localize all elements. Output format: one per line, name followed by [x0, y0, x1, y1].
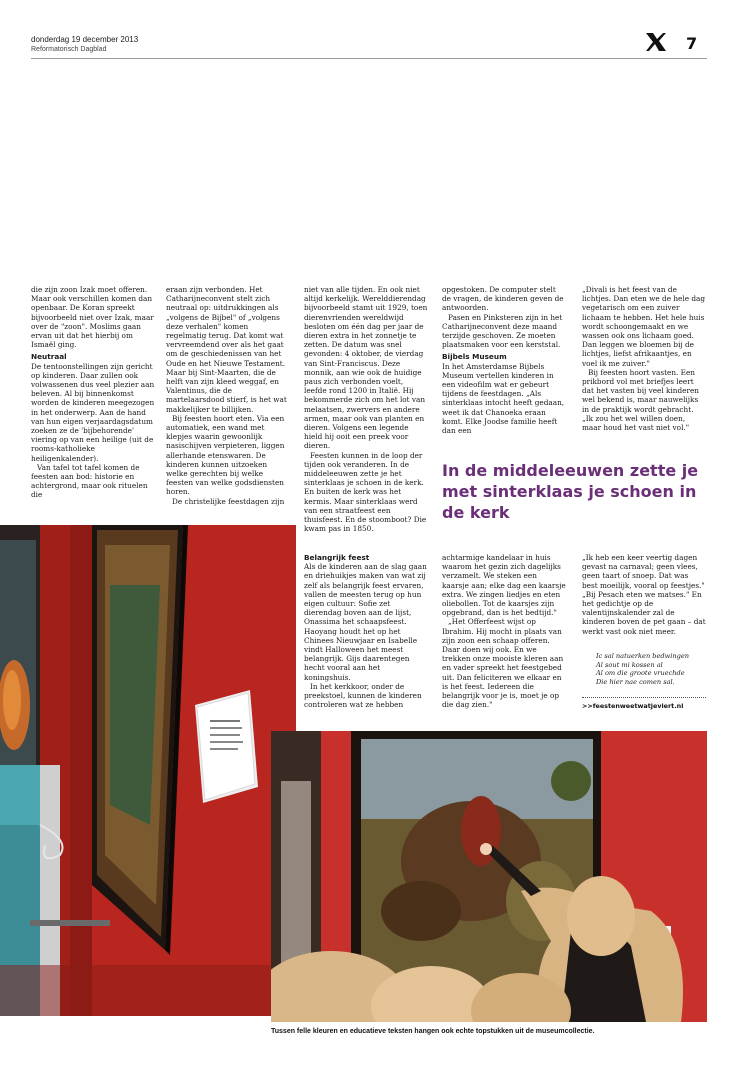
article-column-2 [166, 285, 290, 506]
issue-date: donderdag 19 december 2013 [31, 35, 139, 44]
subheading-bijbels-museum: Bijbels Museum [442, 352, 507, 362]
paragraph: In het kerkkoor, onder de preekstoel, kunnen de kinderen controleren wat ze hebben [304, 681, 422, 710]
photo-caption: Tussen felle kleuren en educatieve teksten hangen ook echte topstukken uit de museumcollectie. [271, 1028, 595, 1035]
paragraph: eraan zijn verbonden. Het Catharijneconvent stelt zich neutraal op: uitdrukkingen als „volgens de Bijbel" of „volgens deze verhalen" komen regelmatig terug. Dat komt wat vervreemdend over als het gaat om de geschiedenissen van het Oude en het Nieuwe Testament. Maar bij Sint-Maarten, die de helft van zijn kleed weggaf, en Valentinus, die de martelaarsdood stierf, is het wat makkelijker te billijken. [166, 285, 287, 414]
paragraph: In het Amsterdamse Bijbels Museum vertellen kinderen in een videofilm wat er gebeurt tijdens de feestdagen. „Als sinterklaas intocht heeft gedaan, weet ik dat Chanoeka eraan komt. Elke Joodse familie heeft dan een [442, 361, 565, 436]
paragraph: Pasen en Pinksteren zijn in het Catharijneconvent deze maand terzijde geschoven. Ze moeten plaatsmaken voor een kerststal. [442, 312, 563, 350]
paragraph: Feesten kunnen in de loop der tijden ook veranderen. In de middeleeuwen zette je het sinterklaas je schoen in de kerk. En buiten de kerk was het kermis. Maar sinterklaas werd van een straatfeest een thuisfeest. En de stoomboot? Die kwam pas in 1850. [304, 450, 427, 534]
paragraph: die zijn zoon Izak moet offeren. Maar ook verschillen komen dan openbaar. De Koran spreekt bijvoorbeeld niet over Izak, maar over de "zoon". Moslims gaan ervan uit dat het hierbij om Ismaël ging. [31, 285, 154, 350]
children-painting-photo [271, 731, 707, 1022]
museum-wall-photo [0, 525, 296, 1016]
paragraph: De christelijke feestdagen zijn [172, 496, 285, 506]
poem-line: Al om die groote vruechde [596, 669, 685, 678]
article-column-3-lower [304, 553, 428, 709]
article-column-4-lower [442, 553, 566, 709]
x-logo-icon [645, 32, 667, 52]
dotted-divider [582, 697, 706, 698]
article-column-5-lower [582, 553, 706, 636]
paragraph: achtarmige kandelaar in huis waarom het gezin zich dagelijks verzamelt. We steken een kaarsje aan; elke dag een kaarsje extra. We zingen liedjes en eten oliebollen. Tot de kaarsjes zijn opgebrand, dan is het bedtijd." [442, 553, 566, 618]
paragraph: Bij feesten hoort eten. Via een automatiek, een wand met klepjes waarin gewoonlijk nasischijven verpieteren, liggen allerhande etenswaren. De kinderen kunnen uitzoeken welke gerechten bij welke feesten van welke godsdiensten horen. [166, 413, 285, 497]
poem [596, 652, 712, 686]
paragraph: opgestoken. De computer stelt de vragen, de kinderen geven de antwoorden. [442, 285, 564, 313]
page-number: 7 [686, 34, 698, 53]
article-column-1 [31, 285, 155, 500]
paragraph: niet van alle tijden. En ook niet altijd kerkelijk. Werelddierendag bijvoorbeeld stamt uit 1929, toen dierenvrienden wereldwijd besloten om één dag per jaar de dieren extra in het zonnetje te zetten. De datum was snel gevonden: 4 oktober, de vierdag van Sint-Franciscus. Deze monnik, aan wie ook de huidige paus zich verbonden voelt, leefde rond 1200 in Italië. Hij bekommerde zich om het lot van melaatsen, zwervers en andere armen, maar ook van planten en dieren. Volgens een legende hield hij ooit een preek voor dieren. [304, 285, 428, 451]
paragraph: De tentoonstellingen zijn gericht op kinderen. Daar zullen ook volwassenen dus veel plezier aan beleven. Al bij binnenkomst worden de kinderen meegezogen in het onderwerp. Aan de hand van hun eigen verjaardagsdatum zoeken ze de 'bijbehorende' viering op van een heilige (uit de rooms-katholieke heiligenkalender). [31, 361, 155, 463]
header-divider [31, 58, 707, 59]
poem-line: Die hier nae comen sal. [596, 677, 675, 686]
paragraph: „Ik heb een keer veertig dagen gevast na carnaval; geen vlees, geen taart of snoep. Dat was best moeilijk, vooral op feestjes." „Bij Pesach eten we matses." En het gedichtje op de valentijnskalender zal de kinderen boven de pet gaan – dat werkt vast ook niet meer. [582, 553, 706, 636]
article-column-5 [582, 285, 706, 432]
subheading-belangrijk-feest: Belangrijk feest [304, 553, 370, 562]
paragraph: Bij feesten hoort vasten. Een prikbord vol met briefjes leert dat het vasten bij veel kinderen wel bekend is, maar nauwelijks in de praktijk wordt gebracht. „Ik zou het wel willen doen, maar houd het vast niet vol." [582, 367, 699, 433]
poem-line: Al sout mi kossen al [596, 660, 663, 669]
article-column-4 [442, 285, 566, 435]
paragraph: Als de kinderen aan de slag gaan en driehuikjes maken van wat zij zelf als belangrijk feest ervaren, vallen de meesten terug op hun eigen cultuur: Sofie zet dierendag boven aan de lijst, Onassima het schaapsfeest. Haoyang houdt het op het Chinees Nieuwjaar en Isabelle vindt Halloween het meest belangrijk. Gijs daarentegen hecht vooral aan het koningshuis. [304, 562, 427, 682]
poem-line: Ic sal natuerken bedwingen [596, 652, 689, 660]
website-link[interactable]: >>feestenweetwatjeviert.nl [582, 702, 684, 710]
pull-quote: In de middeleeuwen zette je met sinterklaas je schoen in de kerk [442, 461, 699, 522]
newspaper-name: Reformatorisch Dagblad [31, 46, 107, 53]
paragraph: „Het Offerfeest wijst op Ibrahim. Hij mocht in plaats van zijn zoon een schaap offeren. Daar doen wij ook. En we trekken onze mooiste kleren aan en vader spreekt het feestgebed uit. Dan feliciteren we elkaar en is het feest. Iedereen die belangrijk voor je is, moet je op die dag zien." [442, 617, 564, 710]
subheading-neutraal: Neutraal [31, 352, 67, 362]
paragraph: „Divali is het feest van de lichtjes. Dan eten we de hele dag vegetarisch om een zuiver lichaam te hebben. Het hele huis wordt schoongemaakt en we wassen ook ons lichaam goed. Dan leggen we bloemen bij de lichtjes, liefst afrikaantjes, en voel ik me zuiver." [582, 285, 706, 368]
article-column-3 [304, 285, 428, 533]
paragraph: Van tafel tot tafel komen de feesten aan bod: historie en achtergrond, maar ook rituelen die [31, 462, 148, 500]
